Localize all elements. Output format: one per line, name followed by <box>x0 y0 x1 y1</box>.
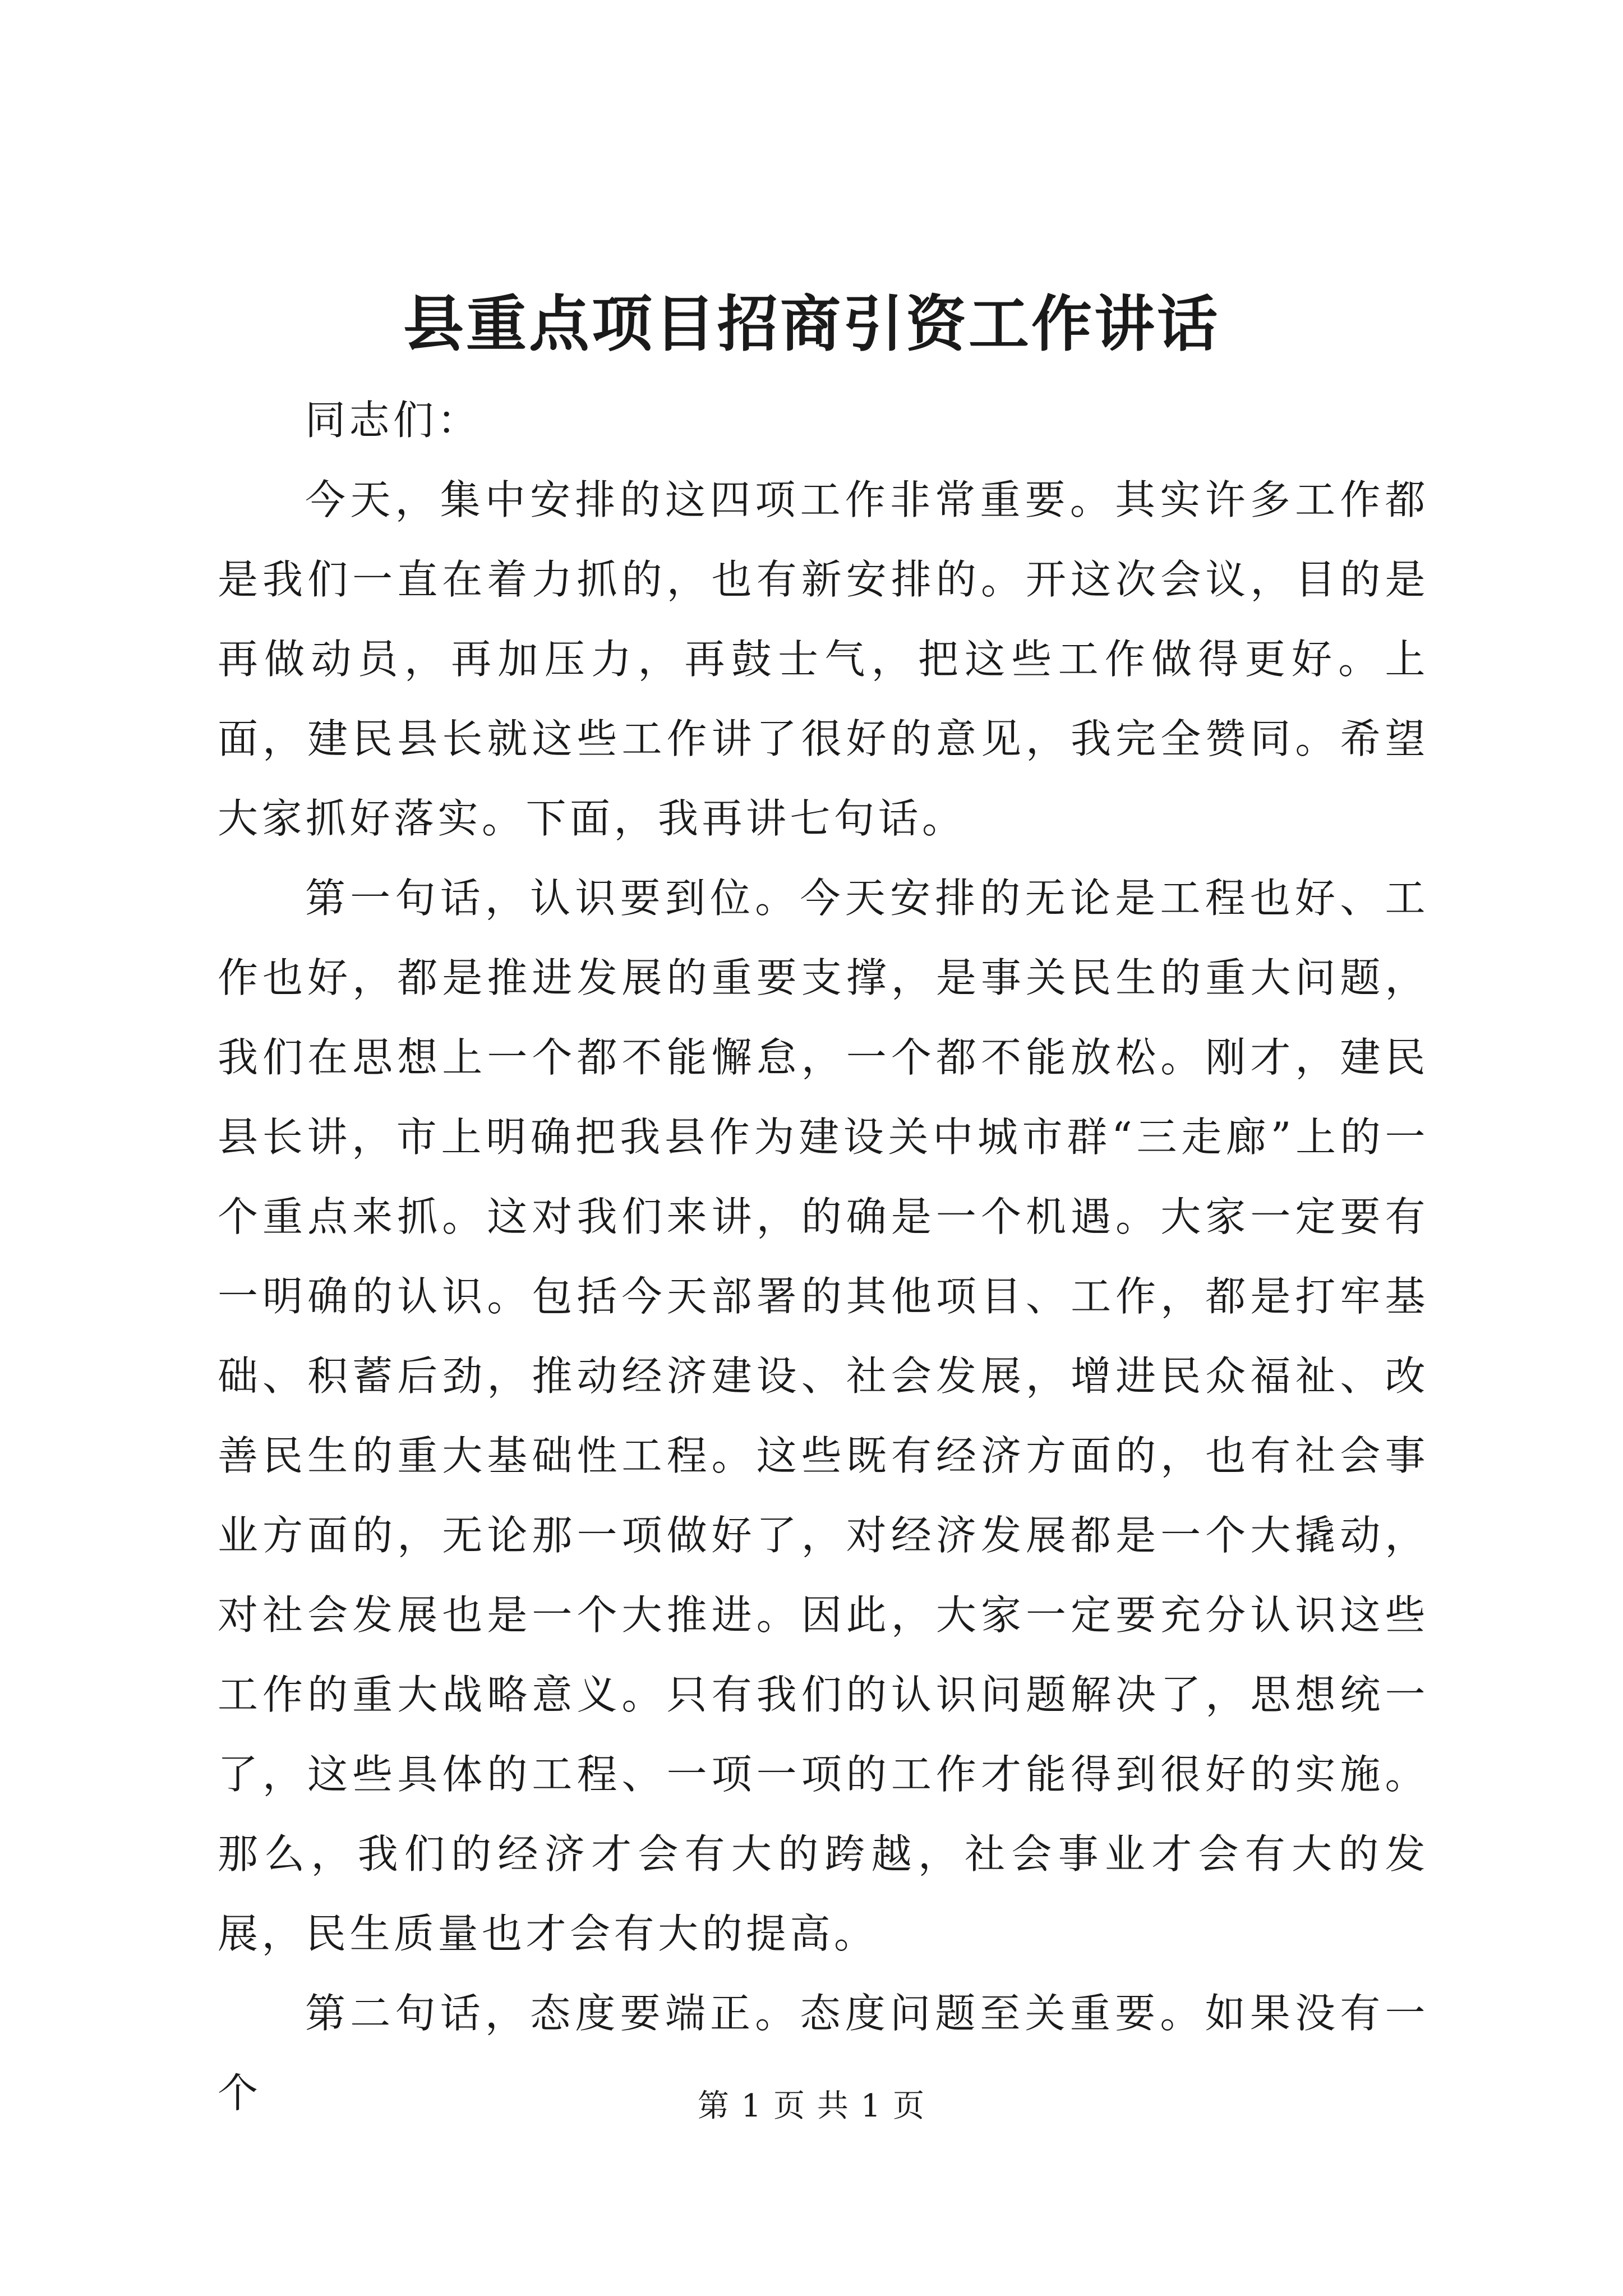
paragraph-3: 第二句话，态度要端正。态度问题至关重要。如果没有一个 <box>218 1990 1429 2116</box>
salutation: 同志们： <box>305 397 482 444</box>
paragraph-1: 今天，集中安排的这四项工作非常重要。其实许多工作都是我们一直在着力抓的，也有新安排的。开这次会议，目的是再做动员，再加压力，再鼓士气，把这些工作做得更好。上面，建民县长就这些工作讲了很好的意见，我完全赞同。希望大家抓好落实。下面，我再讲七句话。 <box>218 476 1429 842</box>
page-footer: 第 1 页 共 1 页 <box>697 2088 926 2124</box>
paragraph-2: 第一句话，认识要到位。今天安排的无论是工程也好、工作也好，都是推进发展的重要支撑，是事关民生的重大问题，我们在思想上一个都不能懈怠，一个都不能放松。刚才，建民县长讲，市上明确把我县作为建设关中城市群“三走廊”上的一个重点来抓。这对我们来讲，的确是一个机遇。大家一定要有一明确的认识。包括今天部署的其他项目、工作，都是打牢基础、积蓄后劲，推动经济建设、社会发展，增进民众福祉、改善民生的重大基础性工程。这些既有经济方面的，也有社会事业方面的，无论那一项做好了，对经济发展都是一个大撬动，对社会发展也是一个大推进。因此，大家一定要充分认识这些工作的重大战略意义。只有我们的认识问题解决了，思想统一了，这些具体的工程、一项一项的工作才能得到很好的实施。那么，我们的经济才会有大的跨越，社会事业才会有大的发展，民生质量也才会有大的提高。 <box>218 875 1429 1957</box>
document-title: 县重点项目招商引资工作讲话 <box>403 289 1220 360</box>
document-body <box>218 380 1429 2133</box>
